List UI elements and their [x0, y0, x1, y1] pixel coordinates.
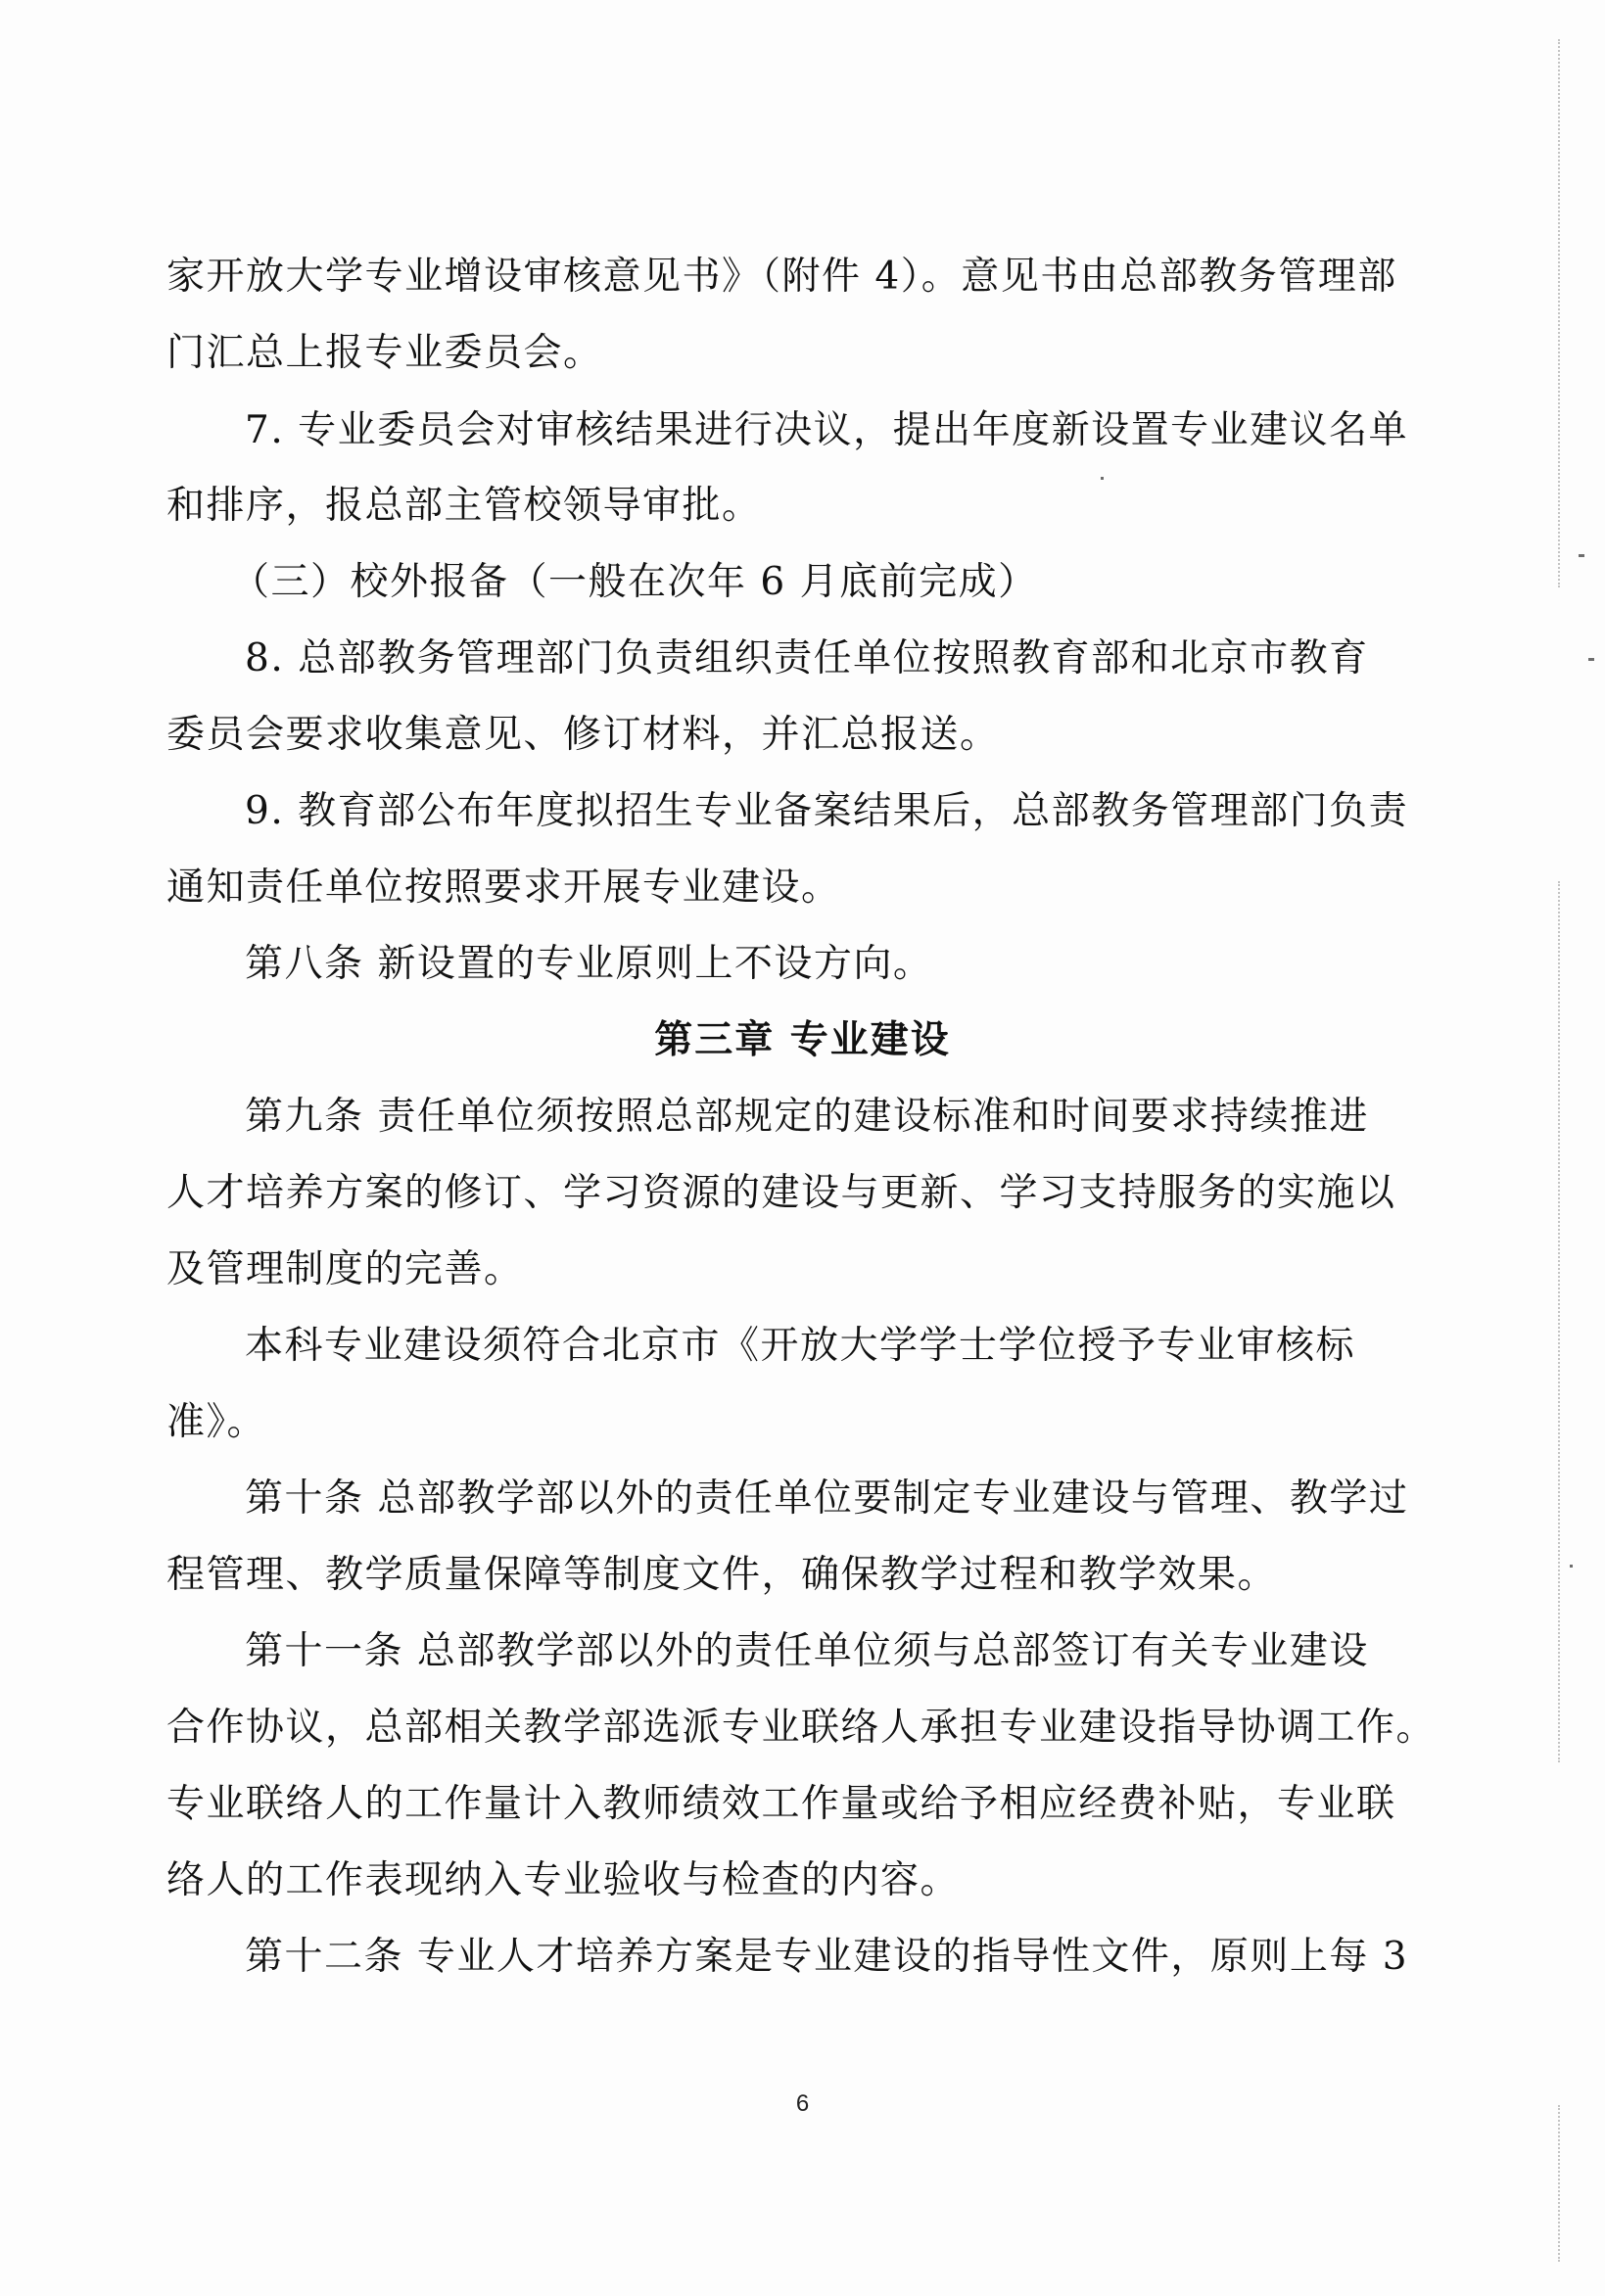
- scan-speck: [1570, 1565, 1573, 1568]
- section-heading: （三）校外报备（一般在次年 6 月底前完成）: [231, 560, 1038, 604]
- scan-edge-mark: [1556, 881, 1560, 1762]
- scan-edge-mark: [1556, 39, 1560, 587]
- article-line: 第十一条 总部教学部以外的责任单位须与总部签订有关专业建设: [245, 1629, 1369, 1673]
- body-line: 和排序，报总部主管校领导审批。: [166, 484, 762, 528]
- article-line: 第九条 责任单位须按照总部规定的建设标准和时间要求持续推进: [245, 1095, 1369, 1139]
- body-line: 委员会要求收集意见、修订材料，并汇总报送。: [166, 713, 1000, 757]
- scan-speck: [1588, 658, 1594, 661]
- scan-speck: [1579, 554, 1584, 557]
- body-line: 8. 总部教务管理部门负责组织责任单位按照教育部和北京市教育: [245, 636, 1369, 680]
- body-line: 人才培养方案的修订、学习资源的建设与更新、学习支持服务的实施以: [166, 1171, 1396, 1215]
- body-line: 合作协议，总部相关教学部选派专业联络人承担专业建设指导协调工作。: [166, 1706, 1437, 1750]
- scan-speck: [1101, 477, 1104, 480]
- article-line: 第十二条 专业人才培养方案是专业建设的指导性文件，原则上每 3: [245, 1935, 1409, 1979]
- body-line: 本科专业建设须符合北京市《开放大学学士学位授予专业审核标: [245, 1324, 1356, 1368]
- body-line: 准》。: [166, 1400, 267, 1444]
- body-line: 及管理制度的完善。: [166, 1247, 524, 1291]
- body-line: 专业联络人的工作量计入教师绩效工作量或给予相应经费补贴，专业联: [166, 1782, 1396, 1826]
- body-line: 7. 专业委员会对审核结果进行决议，提出年度新设置专业建议名单: [245, 408, 1409, 452]
- chapter-title: 第三章 专业建设: [654, 1018, 951, 1062]
- body-line: 9. 教育部公布年度拟招生专业备案结果后，总部教务管理部门负责: [245, 789, 1409, 833]
- article-line: 第十条 总部教学部以外的责任单位要制定专业建设与管理、教学过: [245, 1476, 1409, 1521]
- page-number: 6: [795, 2090, 810, 2117]
- body-line: 通知责任单位按照要求开展专业建设。: [166, 866, 841, 910]
- body-line: 家开放大学专业增设审核意见书》（附件 4）。意见书由总部教务管理部: [166, 255, 1397, 299]
- body-line: 门汇总上报专业委员会。: [166, 331, 603, 375]
- body-line: 程管理、教学质量保障等制度文件，确保教学过程和教学效果。: [166, 1553, 1278, 1597]
- scan-edge-mark: [1556, 2105, 1560, 2262]
- article-line: 第八条 新设置的专业原则上不设方向。: [245, 942, 933, 986]
- body-line: 络人的工作表现纳入专业验收与检查的内容。: [166, 1858, 961, 1902]
